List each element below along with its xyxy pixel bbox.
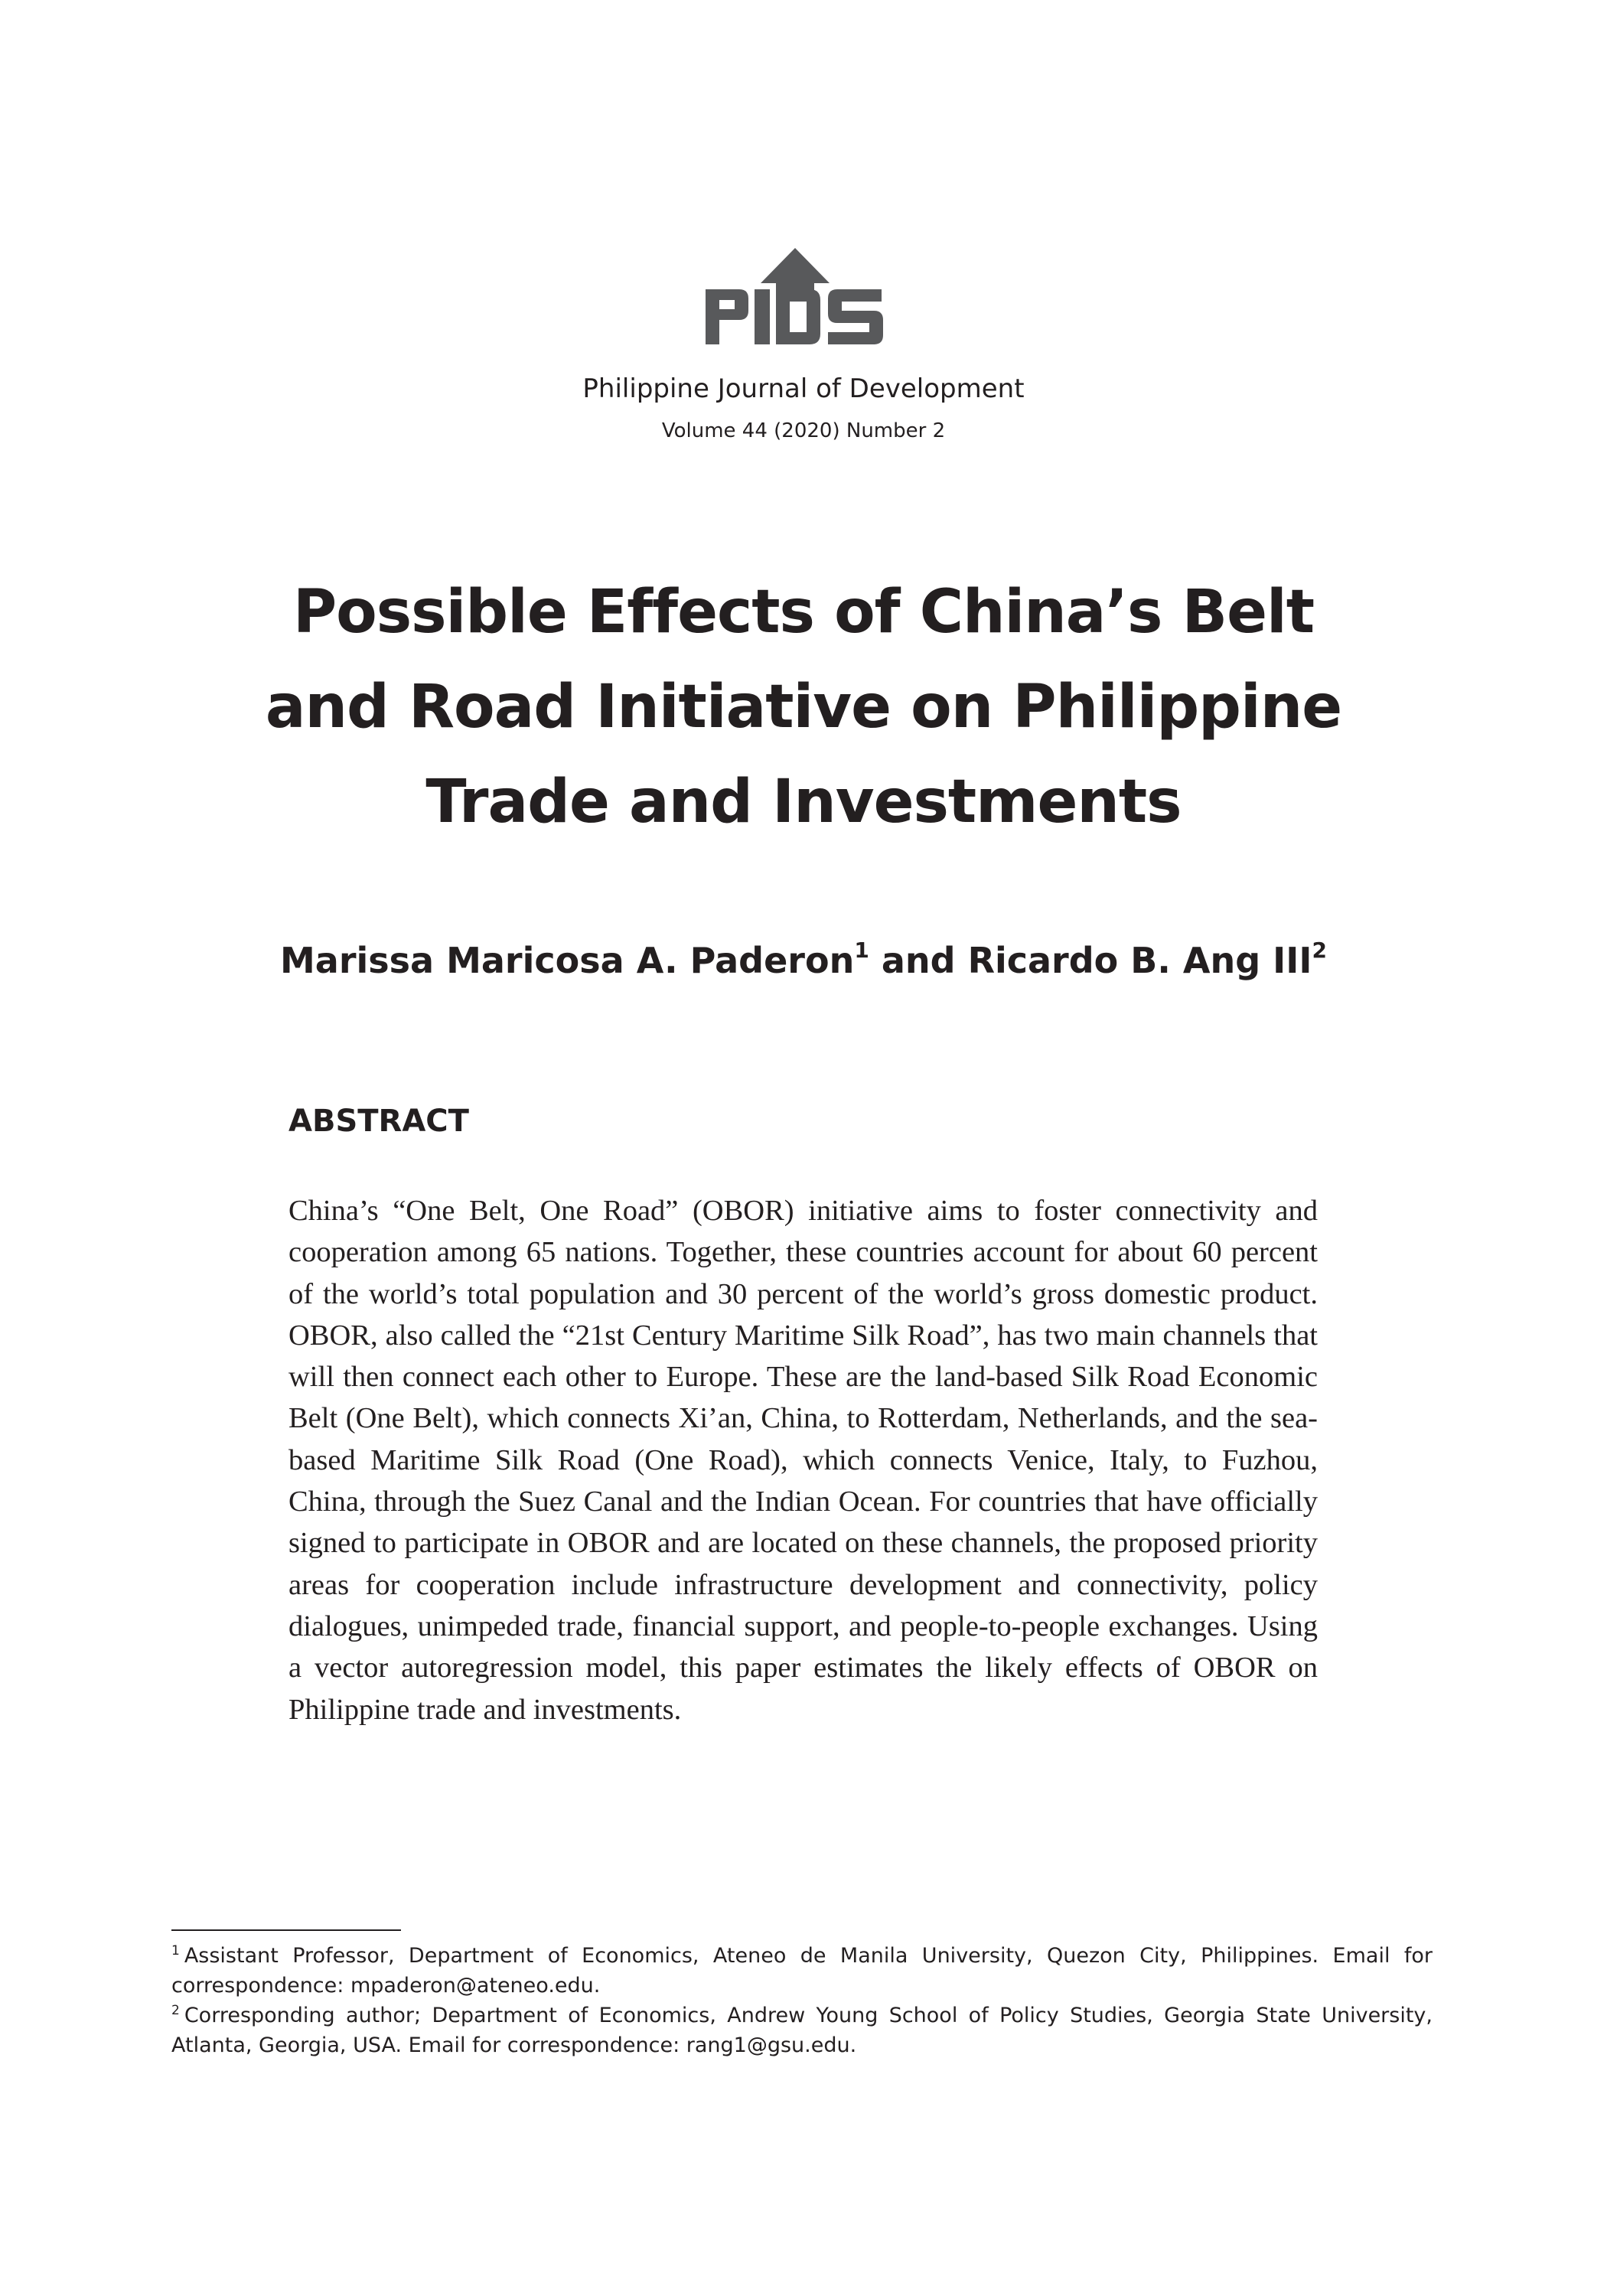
journal-name: Philippine Journal of Development — [582, 373, 1025, 404]
journal-issue: Volume 44 (2020) Number 2 — [661, 419, 946, 442]
author-footnote-marker[interactable]: 1 — [854, 938, 869, 963]
footnotes — [171, 1941, 1433, 2060]
author-conjunction: and — [881, 940, 956, 981]
author-name: Ricardo B. Ang III — [967, 940, 1312, 981]
footnote-marker: 1 — [171, 1943, 180, 1958]
footnote-text: Corresponding author; Department of Economics, Andrew Young School of Policy Studies, Georgia State University, Atlanta, Georgia, USA. Email for correspondence: rang1@gsu.edu. — [171, 2004, 1433, 2057]
title-line: Trade and Investments — [425, 768, 1182, 837]
author-name: Marissa Maricosa A. Paderon — [280, 940, 855, 981]
footnote-divider — [171, 1929, 401, 1931]
title-line: and Road Initiative on Philippine — [265, 673, 1342, 742]
abstract-heading: ABSTRACT — [288, 1104, 469, 1139]
footnote-item — [171, 1941, 1433, 2001]
title-line: Possible Effects of China’s Belt — [292, 578, 1315, 647]
abstract-body: China’s “One Belt, One Road” (OBOR) initiative aims to foster connectivity and cooperation among 65 nations. Together, these countries account for about 60 percent of the world’s total population and 30 percent of the world’s gross domestic product. OBOR, also called the “21st Century Maritime Silk Road”, has two main channels that will then connect each other to Europe. These are the land-based Silk Road Economic Belt (One Belt), which connects Xi’an, China, to Rotterdam, Netherlands, and the sea-based Maritime Silk Road (One Road), which connects Venice, Italy, to Fuzhou, China, through the Suez Canal and the Indian Ocean. For countries that have officially signed to participate in OBOR and are located on these channels, the proposed priority areas for cooperation include infrastructure development and connectivity, policy dialogues, unimpeded trade, financial support, and people-to-people exchanges. Using a vector autoregression model, this paper estimates the likely effects of OBOR on Philippine trade and investments. — [288, 1195, 1318, 1726]
author-footnote-marker[interactable]: 2 — [1312, 938, 1327, 963]
author-list — [0, 938, 1607, 983]
logo-text: pids — [706, 246, 707, 247]
footnote-marker: 2 — [171, 2003, 180, 2018]
footnote-item — [171, 2001, 1433, 2060]
footnote-text: Assistant Professor, Department of Economics, Ateneo de Manila University, Quezon City, Philippines. Email for correspondence: mpaderon@ateneo.edu. — [171, 1944, 1433, 1998]
article-title — [191, 565, 1416, 850]
pids-logo — [706, 246, 885, 349]
